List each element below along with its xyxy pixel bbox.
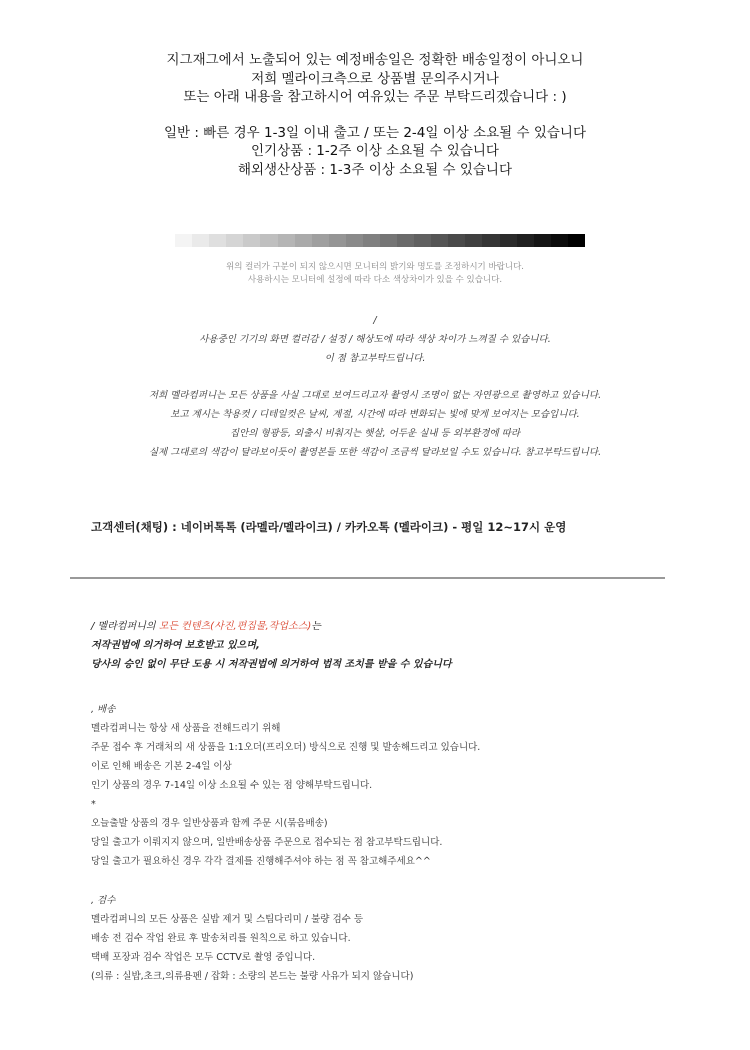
gradient-step [431,234,448,247]
gradient-step [534,234,551,247]
gradient-step [260,234,277,247]
delivery-notice [0,51,750,179]
shipping-line: 멜라컴퍼니는 항상 새 상품을 전해드리기 위해 [91,723,281,734]
color-notice [0,311,750,368]
monitor-notice-line: 사용하시는 모니터에 설정에 따라 다소 색상차이가 있을 수 있습니다. [247,275,503,285]
gradient-step [192,234,209,247]
inspection-line: 택배 포장과 검수 작업은 모두 CCTV로 촬영 중입니다. [91,952,316,963]
color-notice-line: 사용중인 기기의 화면 컬러감 / 설정 / 해상도에 따라 색상 차이가 느껴질 수 있습니다. [199,334,551,345]
color-notice-slash: / [373,315,377,326]
gradient-step [568,234,585,247]
gradient-step [465,234,482,247]
divider [70,577,665,579]
delivery-line-popular: 인기상품 : 1-2주 이상 소요될 수 있습니다 [251,143,499,159]
shipping-line: 오늘출발 상품의 경우 일반상품과 함께 주문 시(묶음배송) [91,818,328,829]
photo-notice-line: 실제 그대로의 색감이 달라보이듯이 촬영본들 또한 색감이 조금씩 달라보일 수도 있습니다. 참고부탁드립니다. [148,447,602,458]
shipping-heading: , 배송 [91,704,116,715]
shipping-line: 이로 인해 배송은 기본 2-4일 이상 [91,761,232,772]
shipping-line: * [91,799,96,810]
copyright-highlight: 모든 컨텐츠(사진,편집물,작업소스) [158,621,312,632]
photo-notice [0,386,750,462]
delivery-line-general: 일반 : 빠른 경우 1-3일 이내 출고 / 또는 2-4일 이상 소요될 수 있습니다 [164,124,586,141]
inspection-section [91,891,413,986]
photo-notice-line: 집안의 형광등, 외출시 비춰지는 햇살, 어두운 실내 등 외부환경에 따라 [229,428,521,439]
notice-line: 저희 멜라이크측으로 상품별 문의주시거나 [251,70,499,87]
inspection-line: 배송 전 검수 작업 완료 후 발송처리를 원칙으로 하고 있습니다. [91,933,351,944]
gradient-step [397,234,414,247]
copyright-line: 저작권법에 의거하여 보호받고 있으며, [91,640,260,651]
shipping-line: 인기 상품의 경우 7-14일 이상 소요될 수 있는 점 양해부탁드립니다. [91,780,373,791]
gradient-step [329,234,346,247]
inspection-line: 멜라컴퍼니의 모든 상품은 실밥 제거 및 스팀다리미 / 불량 검수 등 [91,914,364,925]
color-notice-line: 이 점 참고부탁드립니다. [324,353,426,364]
gradient-step [380,234,397,247]
copyright-notice [91,617,452,674]
gradient-step [482,234,499,247]
gradient-step [226,234,243,247]
gradient-step [551,234,568,247]
gradient-step [517,234,534,247]
color-gradient-bar [158,234,585,247]
photo-notice-line: 보고 계시는 착용컷 / 디테일컷은 날씨, 계절, 시간에 따라 변화되는 빛에 맞게 보여지는 모습입니다. [170,409,580,420]
shipping-section [91,700,480,871]
gradient-step [414,234,431,247]
gradient-step [312,234,329,247]
gradient-step [175,234,192,247]
notice-line: 또는 아래 내용을 참고하시어 여유있는 주문 부탁드리겠습니다 : ) [183,89,567,105]
shipping-line: 당일 출고가 이뤄지지 않으며, 일반배송상품 주문으로 접수되는 점 참고부탁드립니다. [91,837,443,848]
gradient-step [500,234,517,247]
gradient-step [209,234,226,247]
shipping-line: 당일 출고가 필요하신 경우 각각 결제를 진행해주셔야 하는 점 꼭 참고해주세요^^ [91,856,431,867]
gradient-step [295,234,312,247]
notice-line: 지그재그에서 노출되어 있는 예정배송일은 정확한 배송일정이 아니오니 [166,52,584,68]
photo-notice-line: 저희 멜라컴퍼니는 모든 상품을 사실 그대로 보여드리고자 촬영시 조명이 없는 자연광으로 촬영하고 있습니다. [148,390,602,401]
inspection-heading: , 검수 [91,895,116,906]
customer-center-info: 고객센터(채팅) : 네이버톡톡 (라멜라/멜라이크) / 카카오톡 (멜라이크) - 평일 12~17시 운영 [91,520,567,534]
shipping-line: 주문 접수 후 거래처의 새 상품을 1:1오더(프리오더) 방식으로 진행 및 발송해드리고 있습니다. [91,742,481,753]
inspection-line: (의류 : 실밥,초크,의류용펜 / 잡화 : 소량의 본드는 불량 사유가 되지 않습니다) [91,971,414,982]
copyright-prefix: / 멜라컴퍼니의 [91,621,159,632]
gradient-step [363,234,380,247]
delivery-line-overseas: 해외생산상품 : 1-3주 이상 소요될 수 있습니다 [237,161,513,178]
gradient-step [346,234,363,247]
gradient-step [158,234,175,247]
copyright-line: 당사의 승인 없이 무단 도용 시 저작권법에 의거하여 법적 조치를 받을 수 있습니다 [91,659,452,670]
monitor-notice-line: 위의 컬러가 구분이 되지 않으시면 모니터의 밝기와 명도를 조정하시기 바랍니다. [226,262,524,272]
gradient-step [243,234,260,247]
monitor-notice [0,261,750,287]
copyright-suffix: 는 [311,621,321,632]
gradient-step [448,234,465,247]
gradient-step [278,234,295,247]
